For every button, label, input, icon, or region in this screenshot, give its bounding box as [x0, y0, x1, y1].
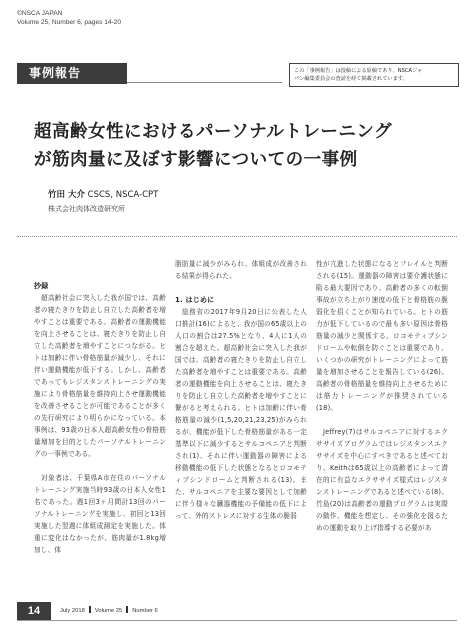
page-number: 14	[17, 602, 51, 620]
footer-date: July 2018	[60, 608, 85, 614]
copyright-line: ©NSCA JAPAN	[17, 10, 63, 17]
volume-line: Volume 25, Number 6, pages 14-20	[17, 18, 122, 26]
author-credentials: CSCS, NSCA-CPT	[84, 190, 159, 200]
abstract-paragraph-2: 対象者は、千葉県A市在住のパーソナルトレーニング実施当時93歳の日本人女性1名であった。週1回3ヶ月間計13回のパーソナルトレーニングを実施し、初回と13回実施した翌週に体組成測定を実施した。体重に変化はなかったが、筋肉量が1.8kg増加し、体	[34, 474, 166, 554]
intro-continuation: 性が亢進した状態になるとフレイルと判断される(15)。運動器の障害は要介護状態に陥る最大要因であり、高齢者の多くの転倒事故が立ち上がり速度の低下と骨格筋の脆弱化を招くことが知られている。ヒトの筋力が低下しているので最も多い原因は骨格筋量の減少と関係する。ロコモティブシンドロームや転倒を防ぐことは重要であり、いくつかの研究がトレーニングによって筋量を増加させることを報告している(26)。高齢者の骨格筋量を維持向上させるためには筋力トレーニングが推奨されている(18)。	[316, 260, 448, 412]
title-line-2: が筋肉量に及ぼす影響についての一事例	[34, 150, 358, 170]
column-2	[175, 258, 307, 522]
intro-paragraph-2: Jeffrey(7)はサルコペニアに対するエクササイズプログラムではレジスタンスエクササイズを中心にすべきであると述べており、Keithは65歳以上の高齢者によって潜在的に有益なエクササイズ様式はレジスタンストレーニングであると述べている(8)。竹島(20)は高齢者の運動プログラムは実際の動作、機能を想定し、その強化を図るための運動を取り上げ指導する必要があ	[316, 428, 448, 532]
column-1	[34, 280, 166, 556]
intro-heading: 1. はじめに	[175, 296, 215, 304]
journal-header	[17, 10, 121, 27]
article-title	[34, 118, 454, 174]
author-name: 竹田 大介	[48, 190, 85, 200]
column-3	[316, 258, 448, 534]
footer-rule	[17, 620, 457, 621]
footer-number: Number 6	[132, 608, 158, 614]
footer-issue-info	[60, 606, 158, 616]
footer-separator	[126, 606, 128, 613]
header-divider	[17, 236, 457, 237]
intro-paragraph-1: 総務省の2017年9月20日に公表した人口推計(16)によると、我が国の65歳以上の人口の割合は27.5%となり、4人に1人の割合を超えた。超高齢社会に突入した我が国では、高齢者の寝たきりを防止し自立した高齢者を増やすことは重要である。高齢者の運動機能を向上させることは、寝たきりを防止し自立した高齢者を増やすことに繋がると考えられる。ヒトは加齢に伴い骨格筋量の減少(1,5,20,21,23,25)がみられるが、機能が低下した骨格筋量がある一定基準以下に減少するとサルコペニアと判断され(1)、それに伴い運動器の障害による移動機能の低下した状態となるとロコモティブシンドロームと判断される(13)。また、サルコペニアを主要な要因として加齢に伴う様々な臓器機能の予備能の低下によって、外的ストレスに対する生体の脆弱	[175, 308, 307, 520]
footer-separator	[89, 606, 91, 613]
title-line-1: 超高齢女性におけるパーソナルトレーニング	[34, 122, 393, 142]
author-line	[48, 189, 158, 201]
review-notice-box	[289, 63, 459, 87]
section-rule	[127, 82, 282, 83]
section-label: 事例報告	[17, 63, 127, 84]
abstract-paragraph-1: 超高齢社会に突入した我が国では、高齢者の寝たきりを防止し自立した高齢者を増やすことは重要である。高齢者の運動機能を向上させることは、寝たきりを防止し自立した高齢者を増やすことにつながる。ヒトは加齢に伴い骨格筋量が減少し、それに伴い運動機能が低下する。しかし、高齢者であってもレジスタンストレーニングの実施により骨格筋量を維持向上させ運動機能を改善させることが可能であることが多くの先行研究により明らかになっている。本事例は、93歳の日本人超高齢女性の骨格筋量増加を目的としたパーソナルトレーニングの一事例である。	[34, 294, 166, 458]
footer-volume: Volume 25	[94, 608, 123, 614]
abstract-continuation: 脂肪量に減少がみられ、体組成が改善される結果が得られた。	[175, 260, 307, 280]
notice-line-2: パン編集委員会の査読を経て掲載されています。	[294, 76, 408, 82]
author-affiliation: 株式会社肉体改造研究所	[48, 205, 125, 213]
notice-line-1: この「事例報告」は投稿による原稿であり、NSCAジャ	[294, 68, 423, 74]
abstract-heading: 抄録	[34, 282, 49, 290]
